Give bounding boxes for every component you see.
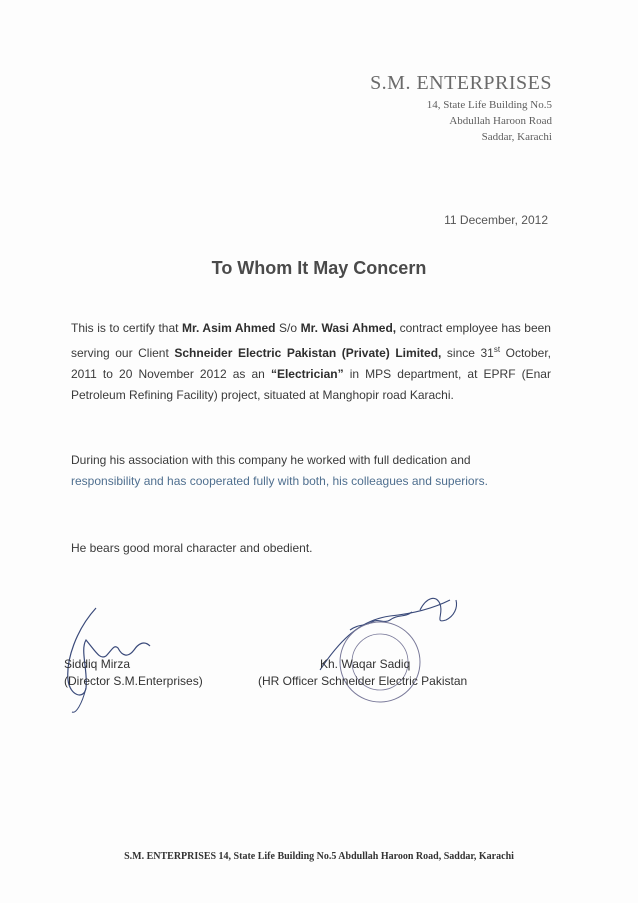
text-segment: This is to certify that [71, 321, 182, 335]
text-segment: in MPS department, at EPRF (Enar Petroleum Refining Facility) project, situated at Manghopir road Karachi. [71, 367, 551, 402]
right-signature [300, 580, 470, 720]
letter-footer: S.M. ENTERPRISES 14, State Life Building No.5 Abdullah Haroon Road, Saddar, Karachi [124, 851, 514, 862]
job-role: “Electrician” [270, 367, 344, 381]
letter-date: 11 December, 2012 [444, 213, 548, 227]
client-name: Schneider Electric Pakistan (Private) Limited, [174, 346, 442, 360]
paragraph-line: responsibility and has cooperated fully with both, his colleagues and superiors. [71, 474, 488, 488]
letter-heading: To Whom It May Concern [211, 258, 427, 278]
father-name: Mr. Wasi Ahmed, [300, 321, 397, 335]
certification-paragraph [71, 318, 551, 406]
signatory-name: Kh. Waqar Sadiq [320, 657, 411, 671]
employee-name: Mr. Asim Ahmed [182, 321, 276, 335]
address-line: Abdullah Haroon Road [449, 115, 552, 127]
signatory-title: (HR Officer Schneider Electric Pakistan [258, 674, 468, 688]
address-line: Saddar, Karachi [481, 131, 552, 143]
character-statement: He bears good moral character and obedient. [71, 541, 313, 555]
signatory-name: Siddiq Mirza [64, 657, 131, 671]
company-name: S.M. ENTERPRISES [370, 72, 552, 94]
paragraph-line: During his association with this company he worked with full dedication and [71, 453, 471, 467]
text-segment: contract employee has been serving our Client [71, 321, 551, 360]
signatory-title: (Director S.M.Enterprises) [64, 674, 203, 688]
text-segment: October, 2011 to 20 November 2012 as an [71, 346, 551, 381]
conduct-paragraph [71, 450, 551, 492]
text-segment: S/o [275, 321, 301, 335]
text-segment: since 31 [441, 346, 494, 360]
right-signatory [258, 656, 467, 690]
address-line: 14, State Life Building No.5 [426, 99, 552, 111]
left-signatory [64, 656, 203, 690]
letterhead [370, 72, 552, 145]
ordinal-suffix: st [493, 345, 501, 354]
